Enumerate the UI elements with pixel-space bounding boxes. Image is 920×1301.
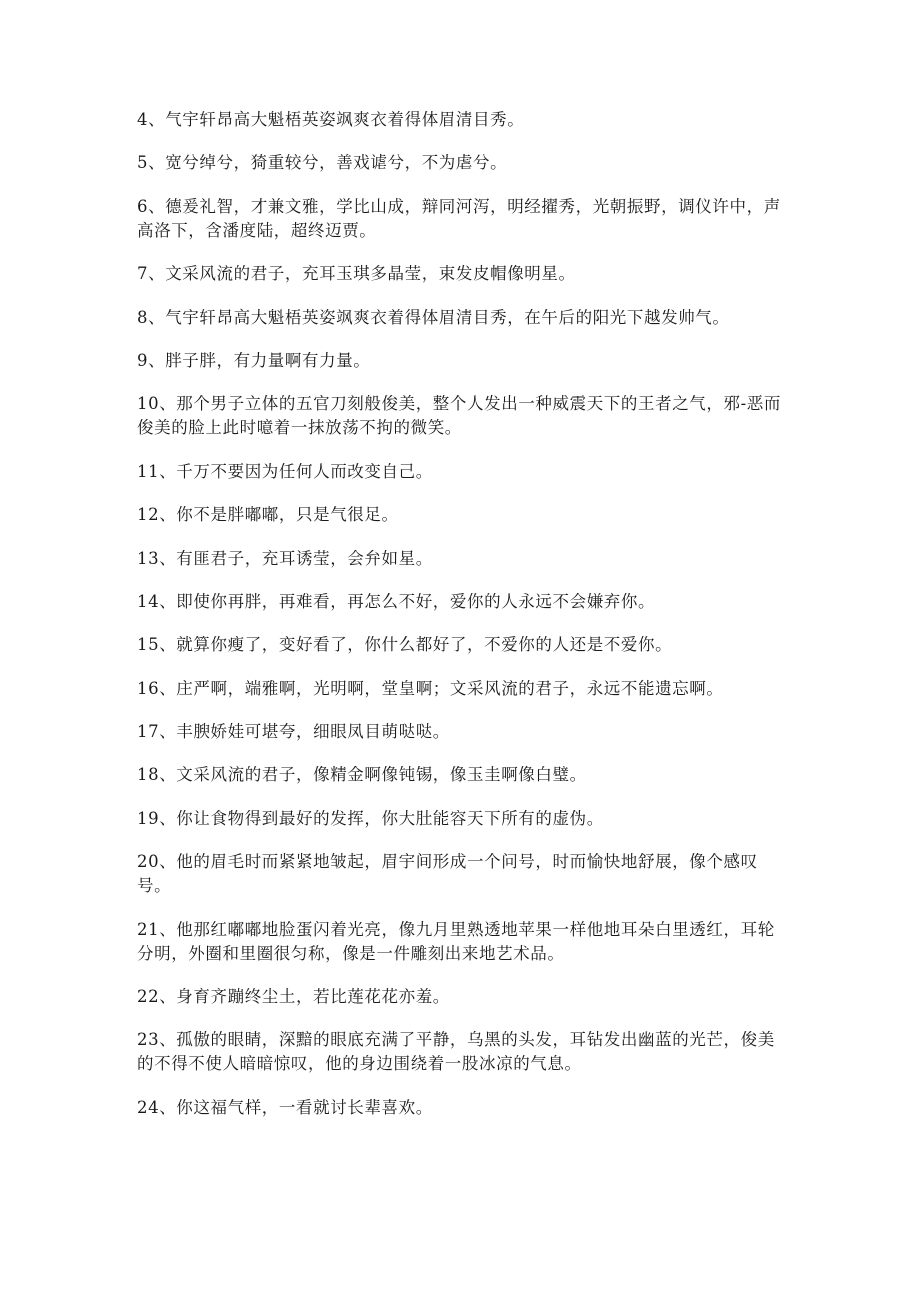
paragraph-11: 11、千万不要因为任何人而改变自己。 — [137, 461, 433, 481]
paragraph-23: 23、孤傲的眼睛，深黯的眼底充满了平静，乌黑的头发，耳钻发出幽蓝的光芒，俊美的不得不使人暗暗惊叹，他的身边围绕着一股冰凉的气息。 — [137, 1030, 775, 1074]
document-body — [137, 108, 787, 1139]
paragraph-19: 19、你让食物得到最好的发挥，你大肚能容天下所有的虚伪。 — [137, 808, 604, 828]
paragraph-22: 22、身育齐蹦终尘土，若比莲花花亦羞。 — [137, 987, 450, 1007]
paragraph-10: 10、那个男子立体的五官刀刻般俊美，整个人发出一种威震天下的王者之气，邪-恶而俊美的脸上此时噫着一抹放荡不拘的微笑。 — [137, 394, 781, 438]
paragraph-7: 7、文采风流的君子，充耳玉琪多晶莹，束发皮帽像明星。 — [137, 264, 576, 284]
paragraph-6: 6、德爰礼智，才兼文雅，学比山成，辩同河泻，明经擢秀，光朝振野，调仪许中，声高洛下，含潘度陆，超终迈贾。 — [137, 196, 781, 240]
paragraph-12: 12、你不是胖嘟嘟，只是气很足。 — [137, 505, 399, 525]
paragraph-5: 5、宽兮绰兮，猗重较兮，善戏谑兮，不为虐兮。 — [137, 153, 508, 173]
paragraph-20: 20、他的眉毛时而紧紧地皱起，眉宇间形成一个问号，时而愉快地舒展，像个感叹号。 — [137, 852, 758, 896]
paragraph-21: 21、他那红嘟嘟地脸蛋闪着光亮，像九月里熟透地苹果一样他地耳朵白里透红，耳轮分明，外圈和里圈很匀称，像是一件雕刻出来地艺术品。 — [137, 919, 775, 963]
paragraph-13: 13、有匪君子，充耳诱莹，会弁如星。 — [137, 548, 433, 568]
paragraph-24: 24、你这福气样，一看就讨长辈喜欢。 — [137, 1097, 433, 1117]
paragraph-15: 15、就算你瘦了，变好看了，你什么都好了，不爱你的人还是不爱你。 — [137, 635, 673, 655]
paragraph-4: 4、气宇轩昂高大魁梧英姿飒爽衣着得体眉清目秀。 — [137, 110, 525, 129]
paragraph-8: 8、气宇轩昂高大魁梧英姿飒爽衣着得体眉清目秀，在午后的阳光下越发帅气。 — [137, 307, 730, 327]
paragraph-16: 16、庄严啊，端雅啊，光明啊，堂皇啊；文采风流的君子，永远不能遗忘啊。 — [137, 678, 724, 698]
paragraph-17: 17、丰腴娇娃可堪夸，细眼凤目萌哒哒。 — [137, 722, 450, 742]
paragraph-18: 18、文采风流的君子，像精金啊像钝锡，像玉圭啊像白璧。 — [137, 765, 587, 785]
paragraph-9: 9、胖子胖，有力量啊有力量。 — [137, 350, 371, 370]
paragraph-14: 14、即使你再胖，再难看，再怎么不好，爱你的人永远不会嫌弃你。 — [137, 591, 656, 611]
